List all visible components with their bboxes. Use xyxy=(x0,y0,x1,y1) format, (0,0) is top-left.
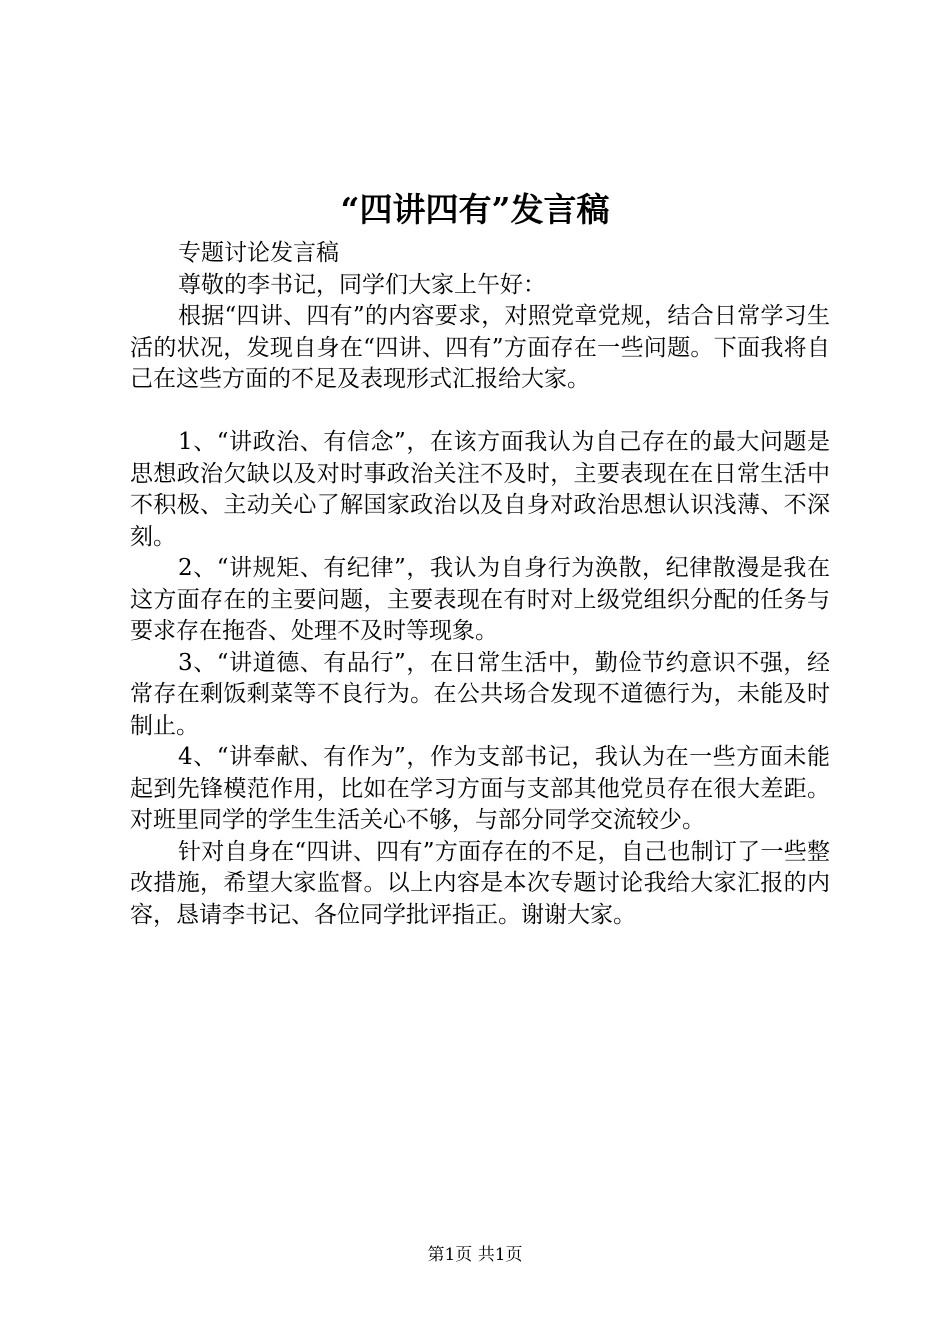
point-1-paragraph: 1、“讲政治、有信念”，在该方面我认为自己存在的最大问题是思想政治欠缺以及对时事政治关注不及时，主要表现在在日常生活中不积极、主动关心了解国家政治以及自身对政治思想认识浅薄、不深刻。 xyxy=(130,429,830,550)
subtitle-paragraph: 专题讨论发言稿 xyxy=(178,240,339,266)
point-4-paragraph: 4、“讲奉献、有作为”，作为支部书记，我认为在一些方面未能起到先锋模范作用，比如在学习方面与支部其他党员存在很大差距。对班里同学的学生生活关心不够，与部分同学交流较少。 xyxy=(130,744,830,833)
document-body xyxy=(130,238,830,931)
point-3-paragraph: 3、“讲道德、有品行”，在日常生活中，勤俭节约意识不强，经常存在剩饭剩菜等不良行为。在公共场合发现不道德行为，未能及时制止。 xyxy=(130,649,830,739)
document-title: “四讲四有”发言稿 xyxy=(340,190,610,229)
salutation-paragraph: 尊敬的李书记，同学们大家上午好： xyxy=(178,271,546,298)
point-2-paragraph: 2、“讲规矩、有纪律”，我认为自身行为涣散，纪律散漫是我在这方面存在的主要问题，主要表现在有时对上级党组织分配的任务与要求存在拖沓、处理不及时等现象。 xyxy=(130,555,830,644)
page-footer: 第1页 共1页 xyxy=(427,1245,523,1265)
intro-paragraph: 根据“四讲、四有”的内容要求，对照党章党规，结合日常学习生活的状况，发现自身在“四讲、四有”方面存在一些问题。下面我将自己在这些方面的不足及表现形式汇报给大家。 xyxy=(130,303,830,392)
closing-paragraph: 针对自身在“四讲、四有”方面存在的不足，自己也制订了一些整改措施，希望大家监督。以上内容是本次专题讨论我给大家汇报的内容，恳请李书记、各位同学批评指正。谢谢大家。 xyxy=(130,838,830,928)
